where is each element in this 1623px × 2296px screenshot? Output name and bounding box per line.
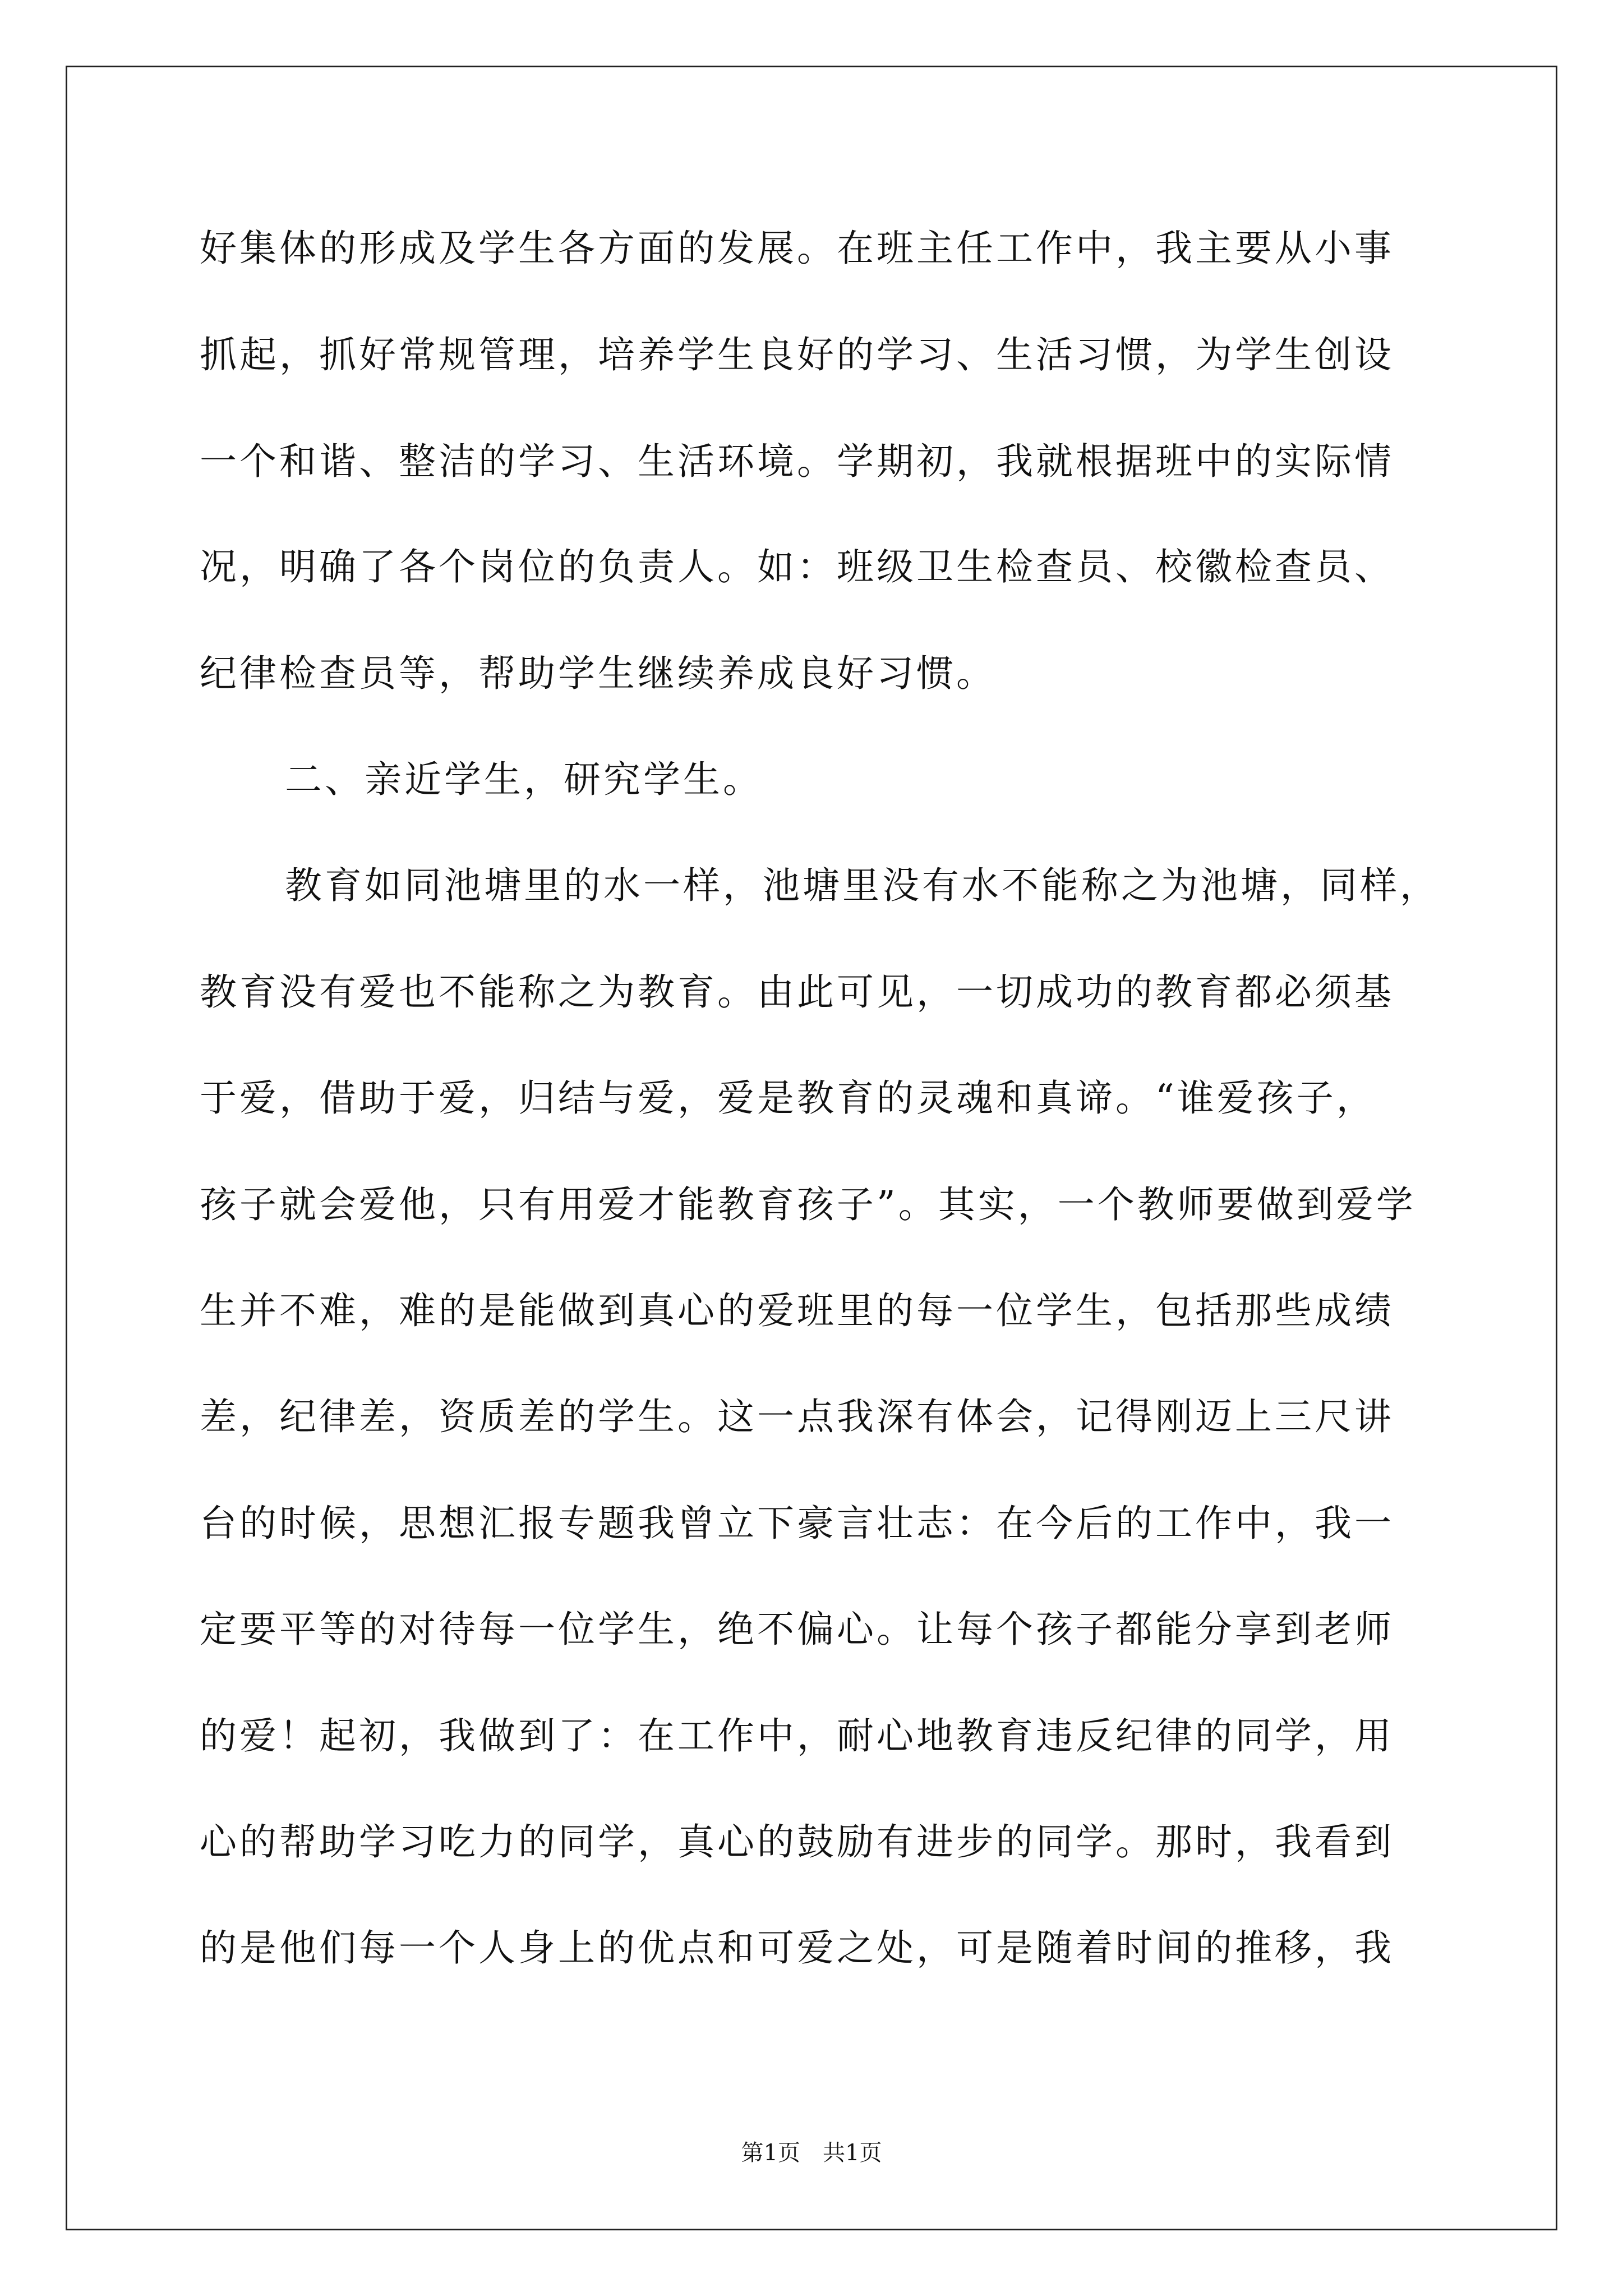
text-line-14: 定要平等的对待每一位学生，绝不偏心。让每个孩子都能分享到老师 <box>200 1608 1394 1651</box>
page-footer: 第1页 共1页 <box>741 2140 882 2166</box>
text-line-12: 差，纪律差，资质差的学生。这一点我深有体会，记得刚迈上三尺讲 <box>200 1395 1394 1438</box>
text-line-16: 心的帮助学习吃力的同学，真心的鼓励有进步的同学。那时，我看到 <box>200 1820 1394 1864</box>
text-line-8: 教育没有爱也不能称之为教育。由此可见，一切成功的教育都必须基 <box>200 970 1394 1014</box>
section-heading: 二、亲近学生，研究学生。 <box>285 758 763 801</box>
text-line-13: 台的时候，思想汇报专题我曾立下豪言壮志：在今后的工作中，我一 <box>200 1502 1394 1545</box>
text-line-11: 生并不难，难的是能做到真心的爱班里的每一位学生，包括那些成绩 <box>200 1289 1394 1332</box>
text-line-9: 于爱，借助于爱，归结与爱，爱是教育的灵魂和真谛。“谁爱孩子， <box>200 1076 1376 1120</box>
text-line-1: 好集体的形成及学生各方面的发展。在班主任工作中，我主要从小事 <box>200 227 1394 270</box>
text-line-2: 抓起，抓好常规管理，培养学生良好的学习、生活习惯，为学生创设 <box>200 333 1394 376</box>
text-line-5: 纪律检查员等，帮助学生继续养成良好习惯。 <box>200 652 996 695</box>
text-line-17: 的是他们每一个人身上的优点和可爱之处，可是随着时间的推移，我 <box>200 1926 1394 1970</box>
text-line-7: 教育如同池塘里的水一样，池塘里没有水不能称之为池塘，同样， <box>285 864 1440 907</box>
text-line-15: 的爱！起初，我做到了：在工作中，耐心地教育违反纪律的同学，用 <box>200 1714 1394 1757</box>
text-line-4: 况，明确了各个岗位的负责人。如：班级卫生检查员、校徽检查员、 <box>200 545 1394 588</box>
text-line-10: 孩子就会爱他，只有用爱才能教育孩子”。其实，一个教师要做到爱学 <box>200 1183 1416 1226</box>
page-border <box>66 66 1557 2230</box>
text-line-3: 一个和谐、整洁的学习、生活环境。学期初，我就根据班中的实际情 <box>200 440 1394 483</box>
